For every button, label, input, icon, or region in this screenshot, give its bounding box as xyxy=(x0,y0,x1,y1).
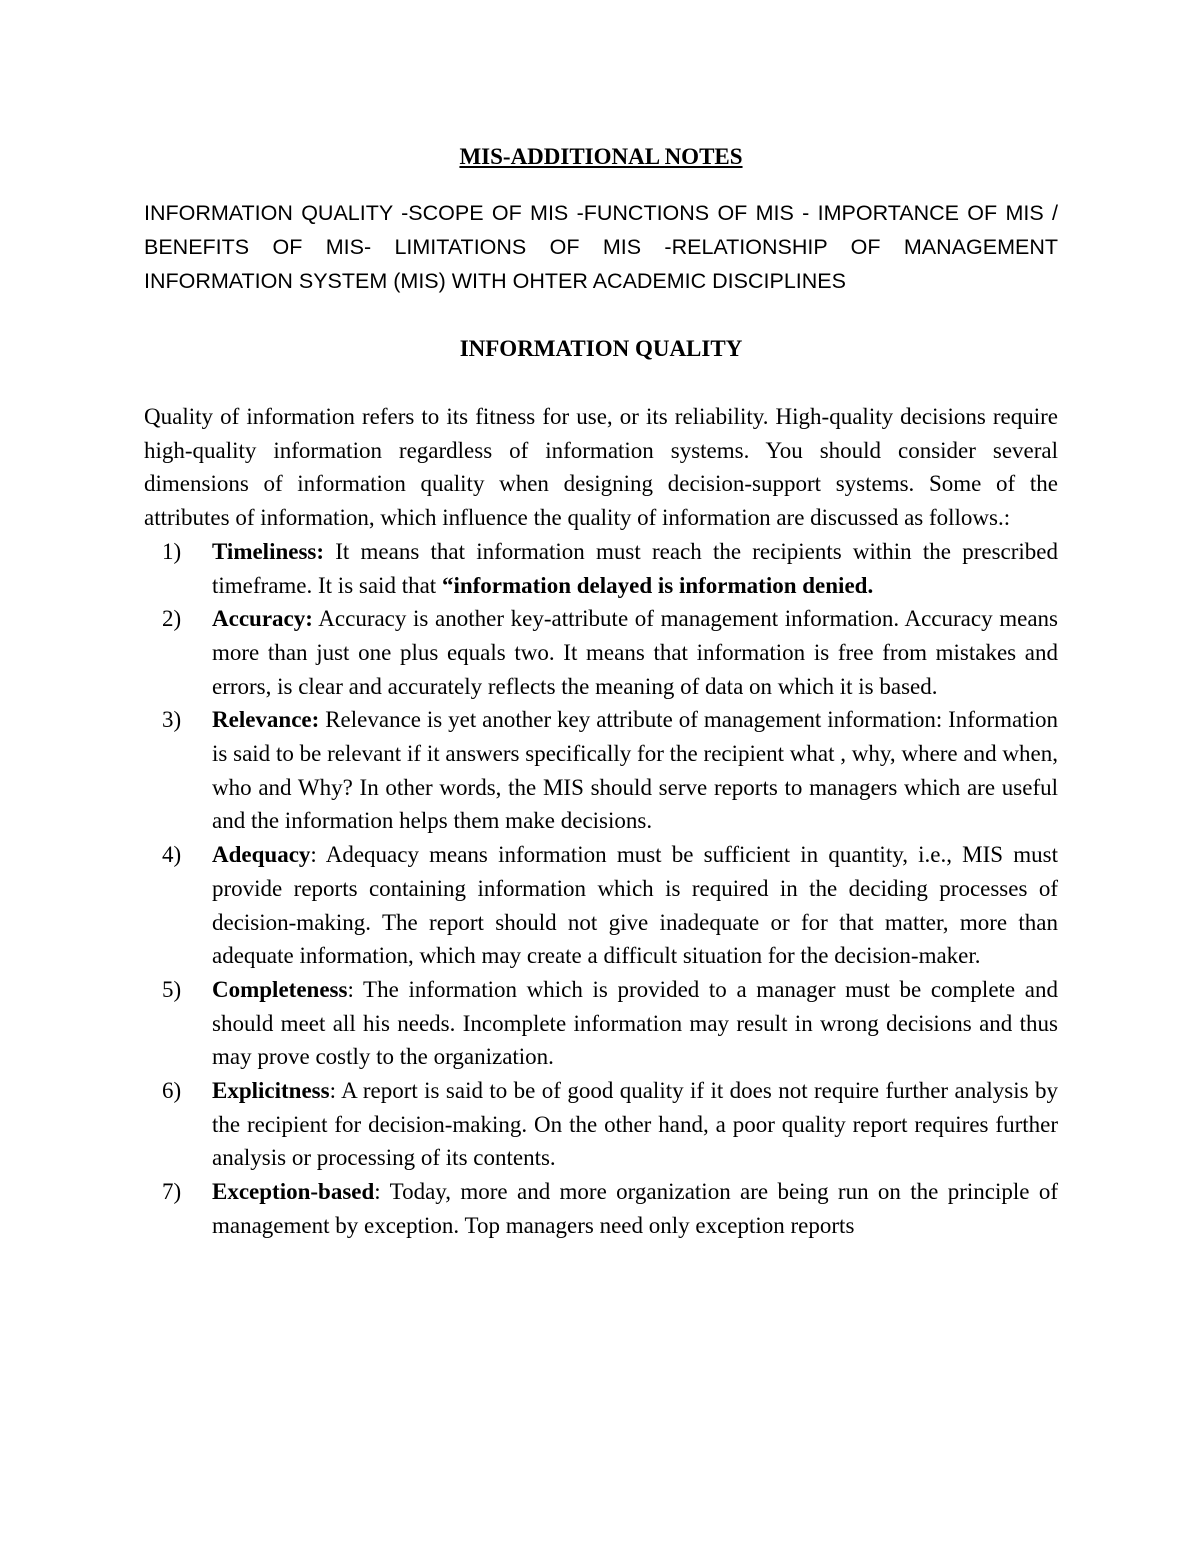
attribute-text: Relevance is yet another key attribute of management information: Information is said to be relevant if it answers specifically for the recipient what , why, where and when, who and Why? In other words, the MIS should serve reports to managers which are useful and the information helps them make decisions. xyxy=(212,707,1058,834)
list-item-exception-based xyxy=(144,1175,1058,1242)
attribute-text: : Adequacy means information must be sufficient in quantity, i.e., MIS must provide reports containing information which is required in the deciding processes of decision-making. The report should not give inadequate or for that matter, more than adequate information, which may create a difficult situation for the decision-maker. xyxy=(212,842,1058,969)
list-item-adequacy xyxy=(144,838,1058,973)
attribute-term: Accuracy: xyxy=(212,606,313,632)
list-item-completeness xyxy=(144,973,1058,1074)
topics-line: INFORMATION QUALITY -SCOPE OF MIS -FUNCTIONS OF MIS - IMPORTANCE OF MIS / BENEFITS OF MIS- LIMITATIONS OF MIS -RELATIONSHIP OF MANAGEMENT INFORMATION SYSTEM (MIS) WITH OHTER ACADEMIC DISCIPLINES xyxy=(144,201,1058,293)
attribute-text: : A report is said to be of good quality if it does not require further analysis by the recipient for decision-making. On the other hand, a poor quality report requires further analysis or processing of its contents. xyxy=(212,1078,1058,1171)
attribute-list xyxy=(144,535,1058,1243)
document-title: MIS-ADDITIONAL NOTES xyxy=(459,144,743,169)
intro-paragraph: Quality of information refers to its fitness for use, or its reliability. High-quality decisions require high-quality information regardless of information systems. You should consider several dimensions of information quality when designing decision-support systems. Some of the attributes of information, which influence the quality of information are discussed as follows.: xyxy=(144,404,1058,531)
list-number: 3) xyxy=(162,707,182,733)
list-item-explicitness xyxy=(144,1074,1058,1175)
list-number: 1) xyxy=(162,538,182,564)
attribute-term: Exception-based xyxy=(212,1179,375,1205)
attribute-term: Adequacy xyxy=(212,842,311,868)
list-item-timeliness xyxy=(144,535,1058,602)
section-heading: INFORMATION QUALITY xyxy=(459,336,743,361)
attribute-text: Accuracy is another key-attribute of management information. Accuracy means more than just one plus equals two. It means that information is free from mistakes and errors, is clear and accurately reflects the meaning of data on which it is based. xyxy=(212,606,1058,699)
attribute-text: : Today, more and more organization are being run on the principle of management by exception. Top managers need only exception reports xyxy=(212,1179,1058,1238)
list-number: 2) xyxy=(162,606,182,632)
attribute-term: Relevance: xyxy=(212,707,320,733)
list-number: 4) xyxy=(162,842,182,868)
list-number: 6) xyxy=(162,1078,182,1104)
document-page xyxy=(144,140,1058,1243)
attribute-text: It means that information must reach the recipients within the prescribed timeframe. It is said that xyxy=(212,538,1058,598)
attribute-text: : The information which is provided to a manager must be complete and should meet all his needs. Incomplete information may result in wrong decisions and thus may prove costly to the organization. xyxy=(212,976,1058,1070)
attribute-term: Completeness xyxy=(212,976,348,1002)
attribute-quote: “information delayed is information denied. xyxy=(441,572,874,598)
attribute-term: Explicitness xyxy=(212,1078,330,1104)
list-number: 7) xyxy=(162,1179,182,1205)
attribute-term: Timeliness: xyxy=(212,538,325,564)
list-number: 5) xyxy=(162,976,182,1002)
list-item-accuracy xyxy=(144,602,1058,703)
list-item-relevance xyxy=(144,703,1058,838)
